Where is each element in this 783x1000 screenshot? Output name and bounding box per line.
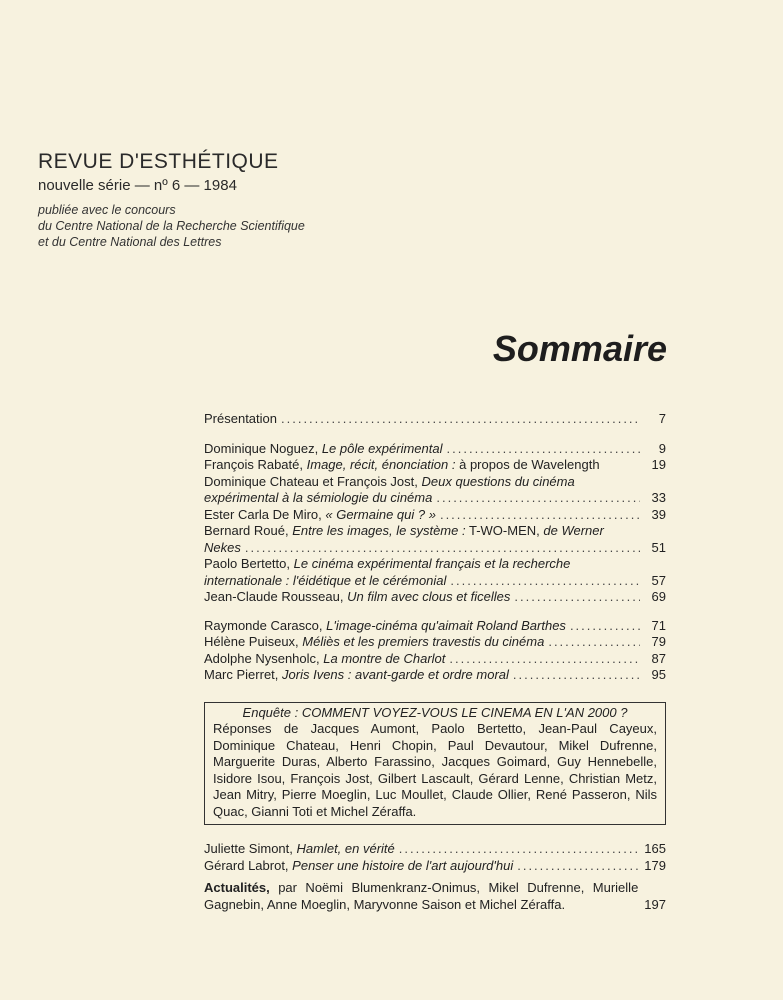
- dot-leader: [517, 858, 640, 875]
- toc-entry: [204, 634, 666, 651]
- page-number: 165: [644, 841, 666, 856]
- entry-title: Penser une histoire de l'art aujourd'hui: [292, 857, 514, 873]
- entry-subtitle: à propos de Wavelength: [459, 457, 600, 472]
- page-number: 39: [651, 506, 666, 522]
- entry-title: Le cinéma expérimental français et la recherche: [293, 556, 571, 571]
- entry-author: Adolphe Nysenholc,: [204, 650, 320, 666]
- journal-title: REVUE D'ESTHÉTIQUE: [38, 150, 279, 173]
- entry-title: de Werner: [543, 523, 604, 538]
- toc-entry: [204, 841, 666, 858]
- dot-leader: [513, 667, 640, 684]
- toc-entry: [204, 411, 666, 428]
- toc-entry: [204, 507, 666, 524]
- publisher-line: du Centre National de la Recherche Scientifique: [38, 219, 305, 233]
- dot-leader: [548, 634, 640, 651]
- toc-entry-continued: [204, 573, 666, 590]
- dot-leader: [245, 540, 640, 557]
- toc-entry: [204, 858, 666, 875]
- sommaire-heading: Sommaire: [492, 328, 667, 369]
- enquete-box: [204, 702, 666, 826]
- page-number: 9: [658, 440, 666, 456]
- journal-subtitle: nouvelle série — nº 6 — 1984: [38, 177, 237, 194]
- entry-title: Nekes: [204, 539, 241, 555]
- entry-title: Hamlet, en vérité: [296, 841, 395, 856]
- page-number: 79: [651, 634, 666, 649]
- enquete-body: Réponses de Jacques Aumont, Paolo Bertetto, Jean-Paul Cayeux, Dominique Chateau, Henri Chopin, Paul Devautour, Mikel Dufrenne, Marguerite Duras, Alberto Farassino, Jacques Goimard, Guy Hennebelle, Isidore Isou, François Jost, Gilbert Lascault, Gérard Lenne, Christian Metz, Jean Mitry, Pierre Moeglin, Luc Moullet, Claude Ollier, René Passeron, Nils Quac, Gianni Toti et Michel Zéraffa.: [213, 721, 657, 819]
- toc-entry: [204, 474, 666, 491]
- page-number: 95: [651, 667, 666, 682]
- toc-entry: [204, 523, 666, 540]
- entry-title: Entre les images, le système :: [292, 523, 466, 538]
- entry-author: Jean-Claude Rousseau,: [204, 589, 344, 604]
- page-number: 7: [658, 411, 666, 426]
- toc-entry: [204, 618, 666, 635]
- entry-author: François Rabaté,: [204, 457, 303, 472]
- page-number: 19: [651, 457, 666, 472]
- entry-author: Dominique Chateau et François Jost,: [204, 473, 418, 489]
- entry-title: internationale : l'éidétique et le cérémonial: [204, 572, 447, 588]
- page-number: 179: [644, 857, 666, 873]
- entry-author: Paolo Bertetto,: [204, 556, 290, 571]
- entry-author: Raymonde Carasco,: [204, 617, 323, 633]
- dot-leader: [514, 589, 640, 606]
- dot-leader: [281, 411, 640, 428]
- publisher-note: [38, 202, 305, 250]
- entry-author: Bernard Roué,: [204, 523, 289, 538]
- entry-title: Actualités,: [204, 880, 270, 895]
- page-number: 197: [644, 896, 666, 912]
- page-number: 87: [651, 650, 666, 666]
- dot-leader: [447, 441, 640, 458]
- toc-entry: [204, 589, 666, 606]
- entry-title: Présentation: [204, 411, 277, 426]
- entry-title: Méliès et les premiers travestis du cinéma: [302, 634, 545, 649]
- publisher-line: et du Centre National des Lettres: [38, 235, 222, 249]
- page-number: 33: [651, 490, 666, 505]
- entry-title: Image, récit, énonciation :: [306, 457, 456, 472]
- entry-title: Un film avec clous et ficelles: [347, 589, 511, 604]
- page-number: 57: [651, 572, 666, 588]
- entry-author: Gérard Labrot,: [204, 857, 289, 873]
- entry-title: « Germaine qui ? »: [325, 506, 436, 522]
- toc-entry: [204, 556, 666, 573]
- page-number: 71: [651, 617, 666, 633]
- entry-author: Ester Carla De Miro,: [204, 506, 322, 522]
- dot-leader: [449, 651, 640, 668]
- page-number: 69: [651, 589, 666, 604]
- toc-entry: [204, 651, 666, 668]
- toc-entry: [204, 667, 666, 684]
- dot-leader: [450, 573, 640, 590]
- toc-entry: [204, 457, 666, 474]
- dot-leader: [399, 841, 640, 858]
- toc-entry: [204, 880, 666, 913]
- entry-title: expérimental à la sémiologie du cinéma: [204, 490, 433, 505]
- entry-title: L'image-cinéma qu'aimait Roland Barthes: [326, 617, 566, 633]
- page-number: 51: [651, 539, 666, 555]
- dot-leader: [570, 618, 640, 635]
- entry-author: Juliette Simont,: [204, 841, 293, 856]
- toc-entry-continued: [204, 540, 666, 557]
- entry-author: Dominique Noguez,: [204, 440, 319, 456]
- publisher-line: publiée avec le concours: [38, 203, 176, 217]
- entry-author: Hélène Puiseux,: [204, 634, 299, 649]
- enquete-heading: Enquête : COMMENT VOYEZ-VOUS LE CINEMA EN L'AN 2000 ?: [242, 704, 628, 720]
- dot-leader: [436, 490, 640, 507]
- toc-entry: [204, 441, 666, 458]
- entry-author: Marc Pierret,: [204, 667, 279, 682]
- entry-author: par Noëmi Blumenkranz-Onimus, Mikel Dufrenne, Murielle Gagnebin, Anne Moeglin, Maryvonne Saison et Michel Zéraffa.: [204, 880, 639, 912]
- entry-title: Le pôle expérimental: [321, 440, 443, 456]
- entry-title: Joris Ivens : avant-garde et ordre moral: [282, 667, 509, 682]
- entry-title: La montre de Charlot: [323, 650, 446, 666]
- dot-leader: [440, 507, 640, 524]
- toc-entry-continued: [204, 490, 666, 507]
- journal-header: [38, 150, 305, 250]
- entry-title: Deux questions du cinéma: [421, 473, 575, 489]
- entry-subtitle: T-WO-MEN,: [468, 523, 540, 538]
- table-of-contents: [204, 411, 666, 913]
- actualites-text: [204, 880, 638, 913]
